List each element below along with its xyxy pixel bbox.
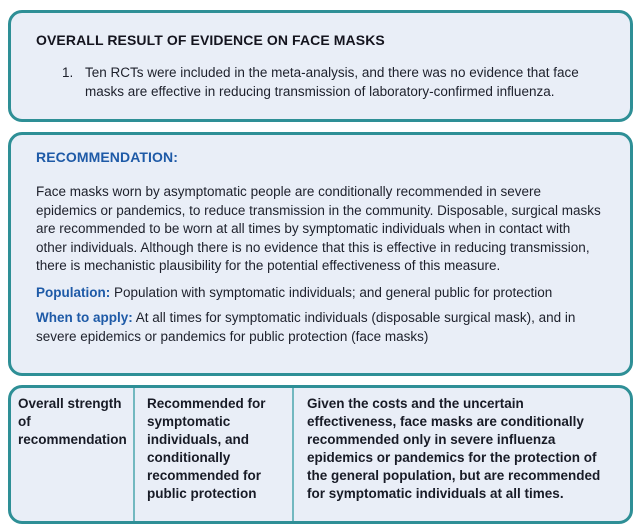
evidence-box [8,10,633,122]
evidence-item-number: 1. [62,65,74,80]
population-label: Population: [36,284,111,300]
recommendation-box [8,132,633,376]
recommendation-box-title: RECOMMENDATION: [36,149,179,165]
when-to-apply-label: When to apply: [36,310,133,325]
table-cell-justification: Given the costs and the uncertain effectiveness, face masks are conditionally recommended only in severe influenza epidemics or pandemics for the protection of the general population, but are recommended for symptomatic individuals at all times. [292,388,630,521]
table-cell-recommendation-summary: Recommended for symptomatic individuals, and conditionally recommended for public protection [133,388,292,521]
evidence-box-title: OVERALL RESULT OF EVIDENCE ON FACE MASKS [36,32,385,48]
when-to-apply-text: At all times for symptomatic individuals (disposable surgical mask), and in severe epidemics or pandemics for public protection (face masks) [36,310,576,344]
population-text: Population with symptomatic individuals; and general public for protection [110,284,553,300]
when-to-apply-line [36,309,604,346]
strength-of-recommendation-table [8,385,633,524]
population-line [36,284,604,303]
table-cell-overall-strength-label: Overall strength of recommendation [18,396,127,447]
evidence-list-item [36,64,600,101]
recommendation-body-paragraph: Face masks worn by asymptomatic people are conditionally recommended in severe epidemics or pandemics, to reduce transmission in the community. Disposable, surgical masks are recommended to be worn at all times by symptomatic individuals when in contact with other individuals. Although there is no evidence that this is effective in reducing transmission, there is mechanistic plausibility for the potential effectiveness of this measure. [36,184,601,273]
evidence-item-text: Ten RCTs were included in the meta-analysis, and there was no evidence that face masks are effective in reducing transmission of laboratory-confirmed influenza. [85,65,579,99]
evidence-list [36,64,600,101]
